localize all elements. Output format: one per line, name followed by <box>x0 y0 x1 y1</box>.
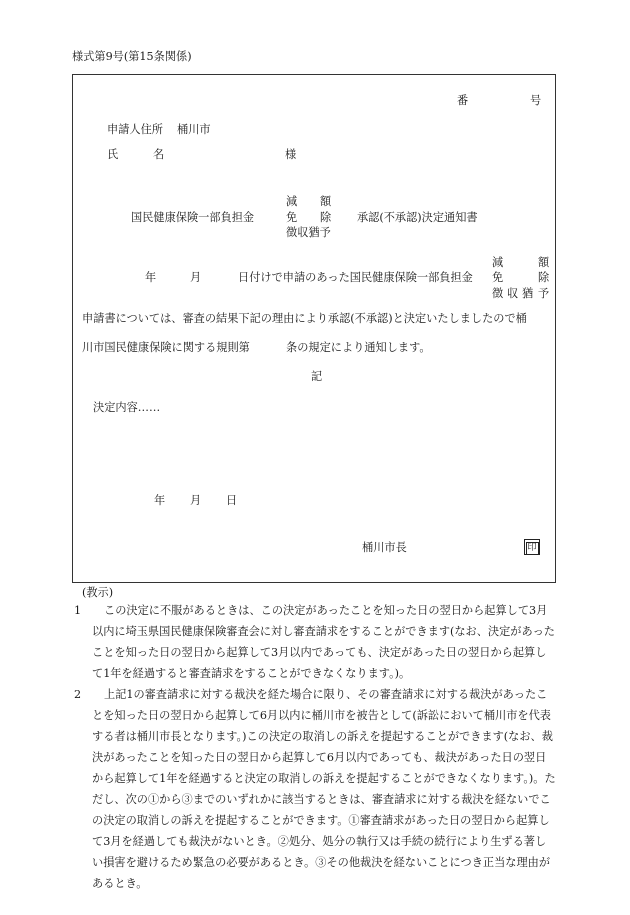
title-prefix: 国民健康保険一部負担金 <box>131 211 255 224</box>
title-opt2-a: 免 <box>286 211 298 224</box>
notice-box <box>72 74 556 583</box>
ki-heading: 記 <box>311 370 323 383</box>
opt-r2-a: 免 <box>492 271 504 284</box>
issue-hi: 日 <box>226 494 238 507</box>
body-line-1: 申請書については、審査の結果下記の理由により承認(不承認)と決定いたしましたので桶 <box>82 312 527 325</box>
name-shi: 氏 <box>107 148 119 161</box>
mayor-name: 桶川市長 <box>362 541 407 554</box>
item-2-text: 上記1の審査請求に対する裁決を経た場合に限り、その審査請求に対する裁決があったことを知った日の翌日から起算して6月以内に桶川市を被告として(訴訟において桶川市を代表する者は桶川市長となります。)この決定の取消しの訴えを提起することができます(なお、裁決があったことを知った日の翌日から起算して6月以内であっても、裁決があった日の翌日から起算して1年を経過すると決定の取消しの訴えを提起することができなくなります。)。ただし、次の①から③までのいずれかに該当するときは、審査請求に対する裁決を経ないでこの決定の取消しの訴えを提起することができます。①審査請求があった日の翌日から起算して3月を経過しても裁決がないとき。②処分、処分の執行又は手続の続行により生ずる著しい損害を避けるため緊急の必要があるとき。③その他裁決を経ないことにつき正当な理由があるとき。 <box>92 688 556 890</box>
issue-nen: 年 <box>154 494 166 507</box>
title-opt1-b: 額 <box>320 195 332 208</box>
title-opt1-a: 減 <box>286 195 298 208</box>
title-opt3: 徴収猶予 <box>286 226 331 239</box>
title-suffix: 承認(不承認)決定通知書 <box>357 211 478 224</box>
applicant-address-value: 桶川市 <box>177 123 211 136</box>
instructions-header: (教示) <box>82 586 114 599</box>
opt-r3-c: 猶 <box>522 287 534 300</box>
opt-r3-b: 収 <box>507 287 519 300</box>
form-id: 様式第9号(第15条関係) <box>72 50 192 63</box>
date-tsuki: 月 <box>190 271 202 284</box>
opt-r3-a: 徴 <box>492 287 504 300</box>
issue-tsuki: 月 <box>190 494 202 507</box>
seal-char: 印 <box>527 543 537 553</box>
date-text: 日付けで申請のあった国民健康保険一部負担金 <box>238 271 473 284</box>
number-go: 号 <box>530 94 542 107</box>
title-opt2-b: 除 <box>320 211 332 224</box>
opt-r1-a: 減 <box>492 256 504 269</box>
body-line-2b: 条の規定により通知します。 <box>286 341 431 354</box>
date-nen: 年 <box>145 271 157 284</box>
item-2-number: 2 <box>74 688 82 701</box>
opt-r1-b: 額 <box>538 256 550 269</box>
opt-r3-d: 予 <box>538 287 550 300</box>
decision-label: 決定内容…… <box>93 401 161 414</box>
opt-r2-b: 除 <box>538 271 550 284</box>
body-line-2: 川市国民健康保険に関する規則第 <box>82 341 250 354</box>
seal-mark <box>524 539 540 555</box>
number-ban: 番 <box>457 94 469 107</box>
item-1-text: この決定に不服があるときは、この決定があったことを知った日の翌日から起算して3月以内に埼玉県国民健康保険審査会に対し審査請求をすることができます(なお、決定があったことを知った日の翌日から起算して3月以内であっても、決定があった日の翌日から起算して1年を経過すると審査請求をすることができなくなります。)。 <box>92 604 555 680</box>
applicant-address-label: 申請人住所 <box>107 123 163 136</box>
name-mei: 名 <box>153 148 165 161</box>
sama: 様 <box>285 148 297 161</box>
item-1-number: 1 <box>74 604 82 617</box>
